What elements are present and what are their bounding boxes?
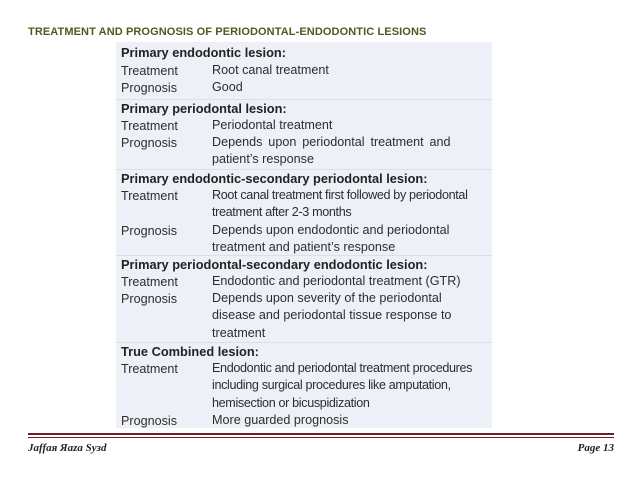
prognosis-line: Depends upon periodontal treatment and (212, 135, 451, 149)
section-title: True Combined lesion: (121, 344, 259, 359)
prognosis-line: patient’s response (212, 152, 314, 167)
section-primary-periodontal-secondary-endodontic (116, 255, 492, 343)
treatment-label: Treatment (121, 64, 178, 78)
prognosis-line: Depends upon severity of the periodontal (212, 291, 442, 305)
footer-divider-thick (28, 433, 614, 435)
treatment-value (212, 360, 472, 412)
treatment-line: including surgical procedures like amputation, (212, 378, 451, 393)
prognosis-value (212, 412, 349, 429)
section-true-combined (116, 342, 492, 429)
treatment-prognosis-table (116, 42, 492, 428)
section-primary-endodontic (116, 42, 492, 99)
prognosis-value (212, 79, 243, 96)
prognosis-value (212, 290, 451, 342)
page-heading: TREATMENT AND PROGNOSIS OF PERIODONTAL-ENDODONTIC LESIONS (28, 26, 427, 38)
treatment-value (212, 273, 461, 290)
prognosis-value (212, 222, 449, 257)
treatment-line: Root canal treatment first followed by periodontal (212, 188, 468, 202)
treatment-line: treatment after 2-3 months (212, 205, 352, 220)
treatment-label: Treatment (121, 189, 178, 203)
footer-divider-thin (28, 437, 614, 438)
section-primary-endodontic-secondary-periodontal (116, 169, 492, 256)
prognosis-label: Prognosis (121, 292, 178, 306)
treatment-label: Treatment (121, 362, 178, 376)
prognosis-line: Good (212, 80, 243, 94)
prognosis-line: More guarded prognosis (212, 413, 349, 427)
treatment-value (212, 117, 332, 134)
treatment-line: Endodontic and periodontal treatment procedures (212, 361, 473, 375)
treatment-value (212, 187, 468, 222)
treatment-line: Periodontal treatment (212, 118, 333, 132)
prognosis-label: Prognosis (121, 81, 178, 95)
treatment-line: Root canal treatment (212, 63, 329, 77)
section-title: Primary endodontic lesion: (121, 45, 286, 60)
treatment-label: Treatment (121, 275, 178, 289)
prognosis-label: Prognosis (121, 414, 178, 428)
footer-page-number: Page 13 (577, 442, 614, 454)
section-title: Primary periodontal lesion: (121, 101, 287, 116)
footer-author: Jaffaя Яaza Syзd (28, 442, 107, 454)
prognosis-label: Prognosis (121, 136, 178, 150)
prognosis-line: treatment (212, 325, 266, 340)
section-primary-periodontal (116, 99, 492, 170)
section-title: Primary periodontal-secondary endodontic lesion: (121, 257, 428, 272)
prognosis-value (212, 134, 451, 169)
section-title: Primary endodontic-secondary periodontal lesion: (121, 171, 428, 186)
prognosis-line: treatment and patient’s response (212, 240, 396, 255)
prognosis-line: Depends upon endodontic and periodontal (212, 223, 450, 237)
treatment-line: Endodontic and periodontal treatment (GTR) (212, 274, 461, 288)
treatment-value (212, 62, 329, 79)
prognosis-label: Prognosis (121, 224, 178, 238)
prognosis-line: disease and periodontal tissue response to (212, 308, 452, 323)
treatment-label: Treatment (121, 119, 178, 133)
treatment-line: hemisection or bicuspidization (212, 395, 370, 410)
